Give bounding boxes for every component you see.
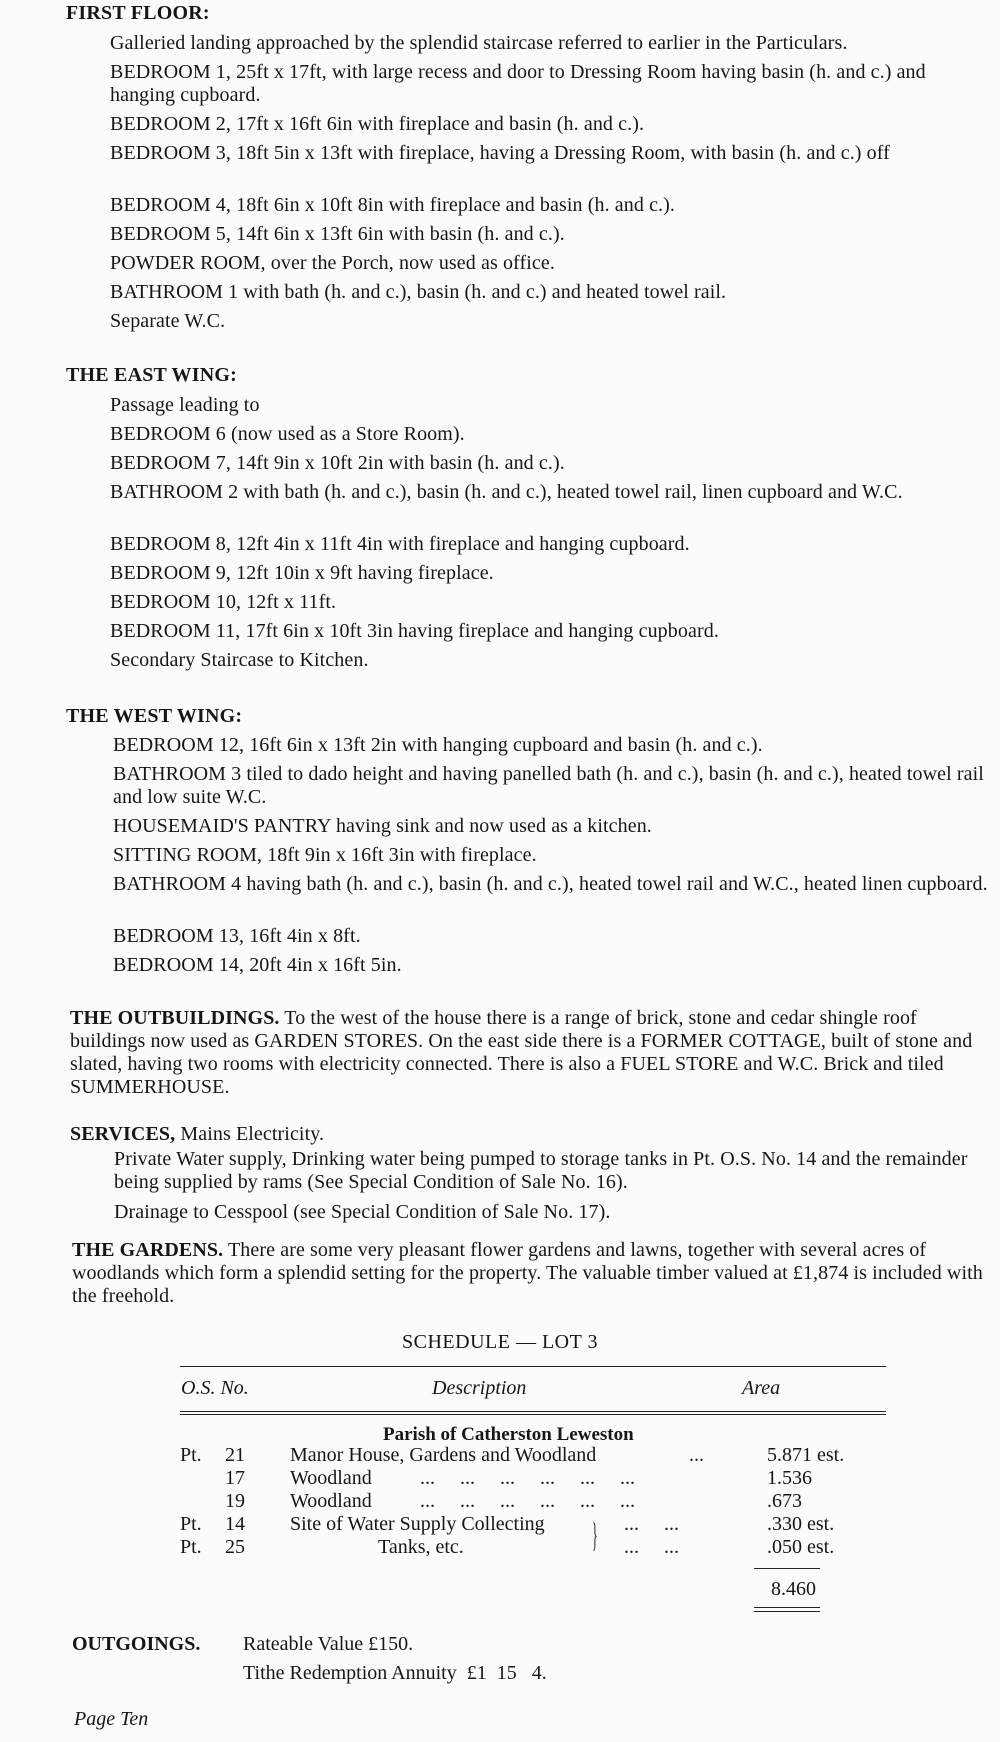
- cell-os-no: 14: [225, 1513, 245, 1535]
- east-wing-list: [110, 394, 990, 678]
- page-number: Page Ten: [74, 1708, 149, 1730]
- list-item: BEDROOM 4, 18ft 6in x 10ft 8in with fireplace and basin (h. and c.).: [110, 194, 676, 216]
- list-item: BEDROOM 6 (now used as a Store Room).: [110, 423, 465, 445]
- column-header-area: Area: [742, 1377, 781, 1399]
- cell-description: Site of Water Supply Collecting: [290, 1513, 545, 1535]
- schedule-title: SCHEDULE — LOT 3: [402, 1331, 598, 1353]
- list-item: BEDROOM 1, 25ft x 17ft, with large recess and door to Dressing Room having basin (h. and c.) and hanging cupboard.: [110, 61, 926, 106]
- leader-dots: ... ...: [624, 1513, 679, 1535]
- total-area: 8.460: [771, 1578, 816, 1600]
- first-floor-heading: FIRST FLOOR:: [66, 2, 210, 24]
- cell-pt: Pt.: [180, 1536, 202, 1558]
- gardens-paragraph: [72, 1239, 992, 1308]
- list-item: BEDROOM 7, 14ft 9in x 10ft 2in with basin (h. and c.).: [110, 452, 565, 474]
- cell-os-no: 17: [225, 1467, 245, 1489]
- cell-pt: Pt.: [180, 1444, 202, 1466]
- outgoings-heading: OUTGOINGS.: [72, 1633, 201, 1655]
- gardens-heading: THE GARDENS.: [72, 1239, 224, 1261]
- list-item: HOUSEMAID'S PANTRY having sink and now used as a kitchen.: [113, 815, 652, 837]
- leader-dots: ... ...: [624, 1536, 679, 1558]
- table-top-rule: [180, 1366, 886, 1367]
- list-item: BEDROOM 10, 12ft x 11ft.: [110, 591, 337, 613]
- total-underline: [754, 1607, 820, 1608]
- first-floor-list: [110, 32, 990, 339]
- list-item: BEDROOM 14, 20ft 4in x 16ft 5in.: [113, 954, 402, 976]
- header-rule: [180, 1411, 886, 1412]
- list-item: BEDROOM 11, 17ft 6in x 10ft 3in having fireplace and hanging cupboard.: [110, 620, 719, 642]
- services-line: Private Water supply, Drinking water being pumped to storage tanks in Pt. O.S. No. 14 and the remainder being supplied by rams (See Special Condition of Sale No. 16).: [114, 1148, 968, 1193]
- total-underline: [754, 1611, 820, 1612]
- list-item: BEDROOM 3, 18ft 5in x 13ft with fireplace, having a Dressing Room, with basin (h. and c.) off: [110, 142, 890, 164]
- outbuildings-paragraph: [70, 1007, 992, 1099]
- cell-area: .673: [767, 1490, 802, 1512]
- cell-os-no: 19: [225, 1490, 245, 1512]
- table-row: [0, 1444, 1000, 1466]
- table-row: [0, 1467, 1000, 1489]
- column-header-os: O.S. No.: [181, 1377, 249, 1399]
- west-wing-list: [113, 734, 990, 983]
- cell-area: .330 est.: [767, 1513, 835, 1535]
- cell-area: 1.536: [767, 1467, 812, 1489]
- list-item: BEDROOM 12, 16ft 6in x 13ft 2in with hanging cupboard and basin (h. and c.).: [113, 734, 763, 756]
- brace-mark: }: [592, 1517, 598, 1554]
- leader-dots: ... ... ... ... ... ...: [420, 1490, 635, 1512]
- list-item: Galleried landing approached by the splendid staircase referred to earlier in the Particulars.: [110, 32, 848, 54]
- list-item: BATHROOM 2 with bath (h. and c.), basin (h. and c.), heated towel rail, linen cupboard and W.C.: [110, 481, 903, 503]
- total-rule: [754, 1568, 820, 1569]
- services-line: Drainage to Cesspool (see Special Condition of Sale No. 17).: [114, 1201, 611, 1223]
- column-header-description: Description: [432, 1377, 527, 1399]
- gardens-text: There are some very pleasant flower gardens and lawns, together with several acres of woodlands which form a splendid setting for the property. The valuable timber valued at £1,874 is included with the freehold.: [72, 1239, 983, 1307]
- list-item: Passage leading to: [110, 394, 260, 416]
- table-row: [0, 1536, 1000, 1558]
- list-item: BATHROOM 4 having bath (h. and c.), basin (h. and c.), heated towel rail and W.C., heated linen cupboard.: [113, 873, 988, 895]
- cell-pt: Pt.: [180, 1513, 202, 1535]
- cell-os-no: 21: [225, 1444, 245, 1466]
- table-row: [0, 1513, 1000, 1535]
- list-item: POWDER ROOM, over the Porch, now used as office.: [110, 252, 555, 274]
- cell-description: Tanks, etc.: [378, 1536, 464, 1558]
- services-line: Mains Electricity.: [180, 1123, 325, 1145]
- outbuildings-heading: THE OUTBUILDINGS.: [70, 1007, 280, 1029]
- list-item: Separate W.C.: [110, 310, 226, 332]
- list-item: BEDROOM 2, 17ft x 16ft 6in with fireplace and basin (h. and c.).: [110, 113, 645, 135]
- list-item: BEDROOM 5, 14ft 6in x 13ft 6in with basin (h. and c.).: [110, 223, 565, 245]
- list-item: BATHROOM 3 tiled to dado height and having panelled bath (h. and c.), basin (h. and c.), heated towel rail and low suite W.C.: [113, 763, 984, 808]
- parish-label: Parish of Catherston Leweston: [383, 1424, 634, 1445]
- cell-area: 5.871 est.: [767, 1444, 845, 1466]
- outgoings-line: Rateable Value £150.: [243, 1633, 414, 1655]
- list-item: SITTING ROOM, 18ft 9in x 16ft 3in with fireplace.: [113, 844, 537, 866]
- leader-dots: ...: [689, 1444, 704, 1466]
- outbuildings-text: To the west of the house there is a range of brick, stone and cedar shingle roof buildings now used as GARDEN STORES. On the east side there is a FORMER COTTAGE, built of stone and slated, having two rooms with electricity connected. There is also a FUEL STORE and W.C. Brick and tiled SUMMERHOUSE.: [70, 1007, 973, 1098]
- list-item: BEDROOM 13, 16ft 4in x 8ft.: [113, 925, 361, 947]
- list-item: BATHROOM 1 with bath (h. and c.), basin (h. and c.) and heated towel rail.: [110, 281, 727, 303]
- cell-os-no: 25: [225, 1536, 245, 1558]
- cell-description: Woodland: [290, 1490, 372, 1512]
- list-item: BEDROOM 8, 12ft 4in x 11ft 4in with fireplace and hanging cupboard.: [110, 533, 690, 555]
- east-wing-heading: THE EAST WING:: [66, 364, 238, 386]
- cell-description: Woodland: [290, 1467, 372, 1489]
- list-item: BEDROOM 9, 12ft 10in x 9ft having fireplace.: [110, 562, 494, 584]
- cell-area: .050 est.: [767, 1536, 835, 1558]
- leader-dots: ... ... ... ... ... ...: [420, 1467, 635, 1489]
- west-wing-heading: THE WEST WING:: [66, 705, 243, 727]
- services-paragraph: [70, 1123, 992, 1224]
- services-heading: SERVICES,: [70, 1123, 176, 1145]
- header-rule: [180, 1414, 886, 1415]
- list-item: Secondary Staircase to Kitchen.: [110, 649, 369, 671]
- table-row: [0, 1490, 1000, 1512]
- outgoings-line: Tithe Redemption Annuity £1 15 4.: [243, 1662, 547, 1684]
- cell-description: Manor House, Gardens and Woodland: [290, 1444, 597, 1466]
